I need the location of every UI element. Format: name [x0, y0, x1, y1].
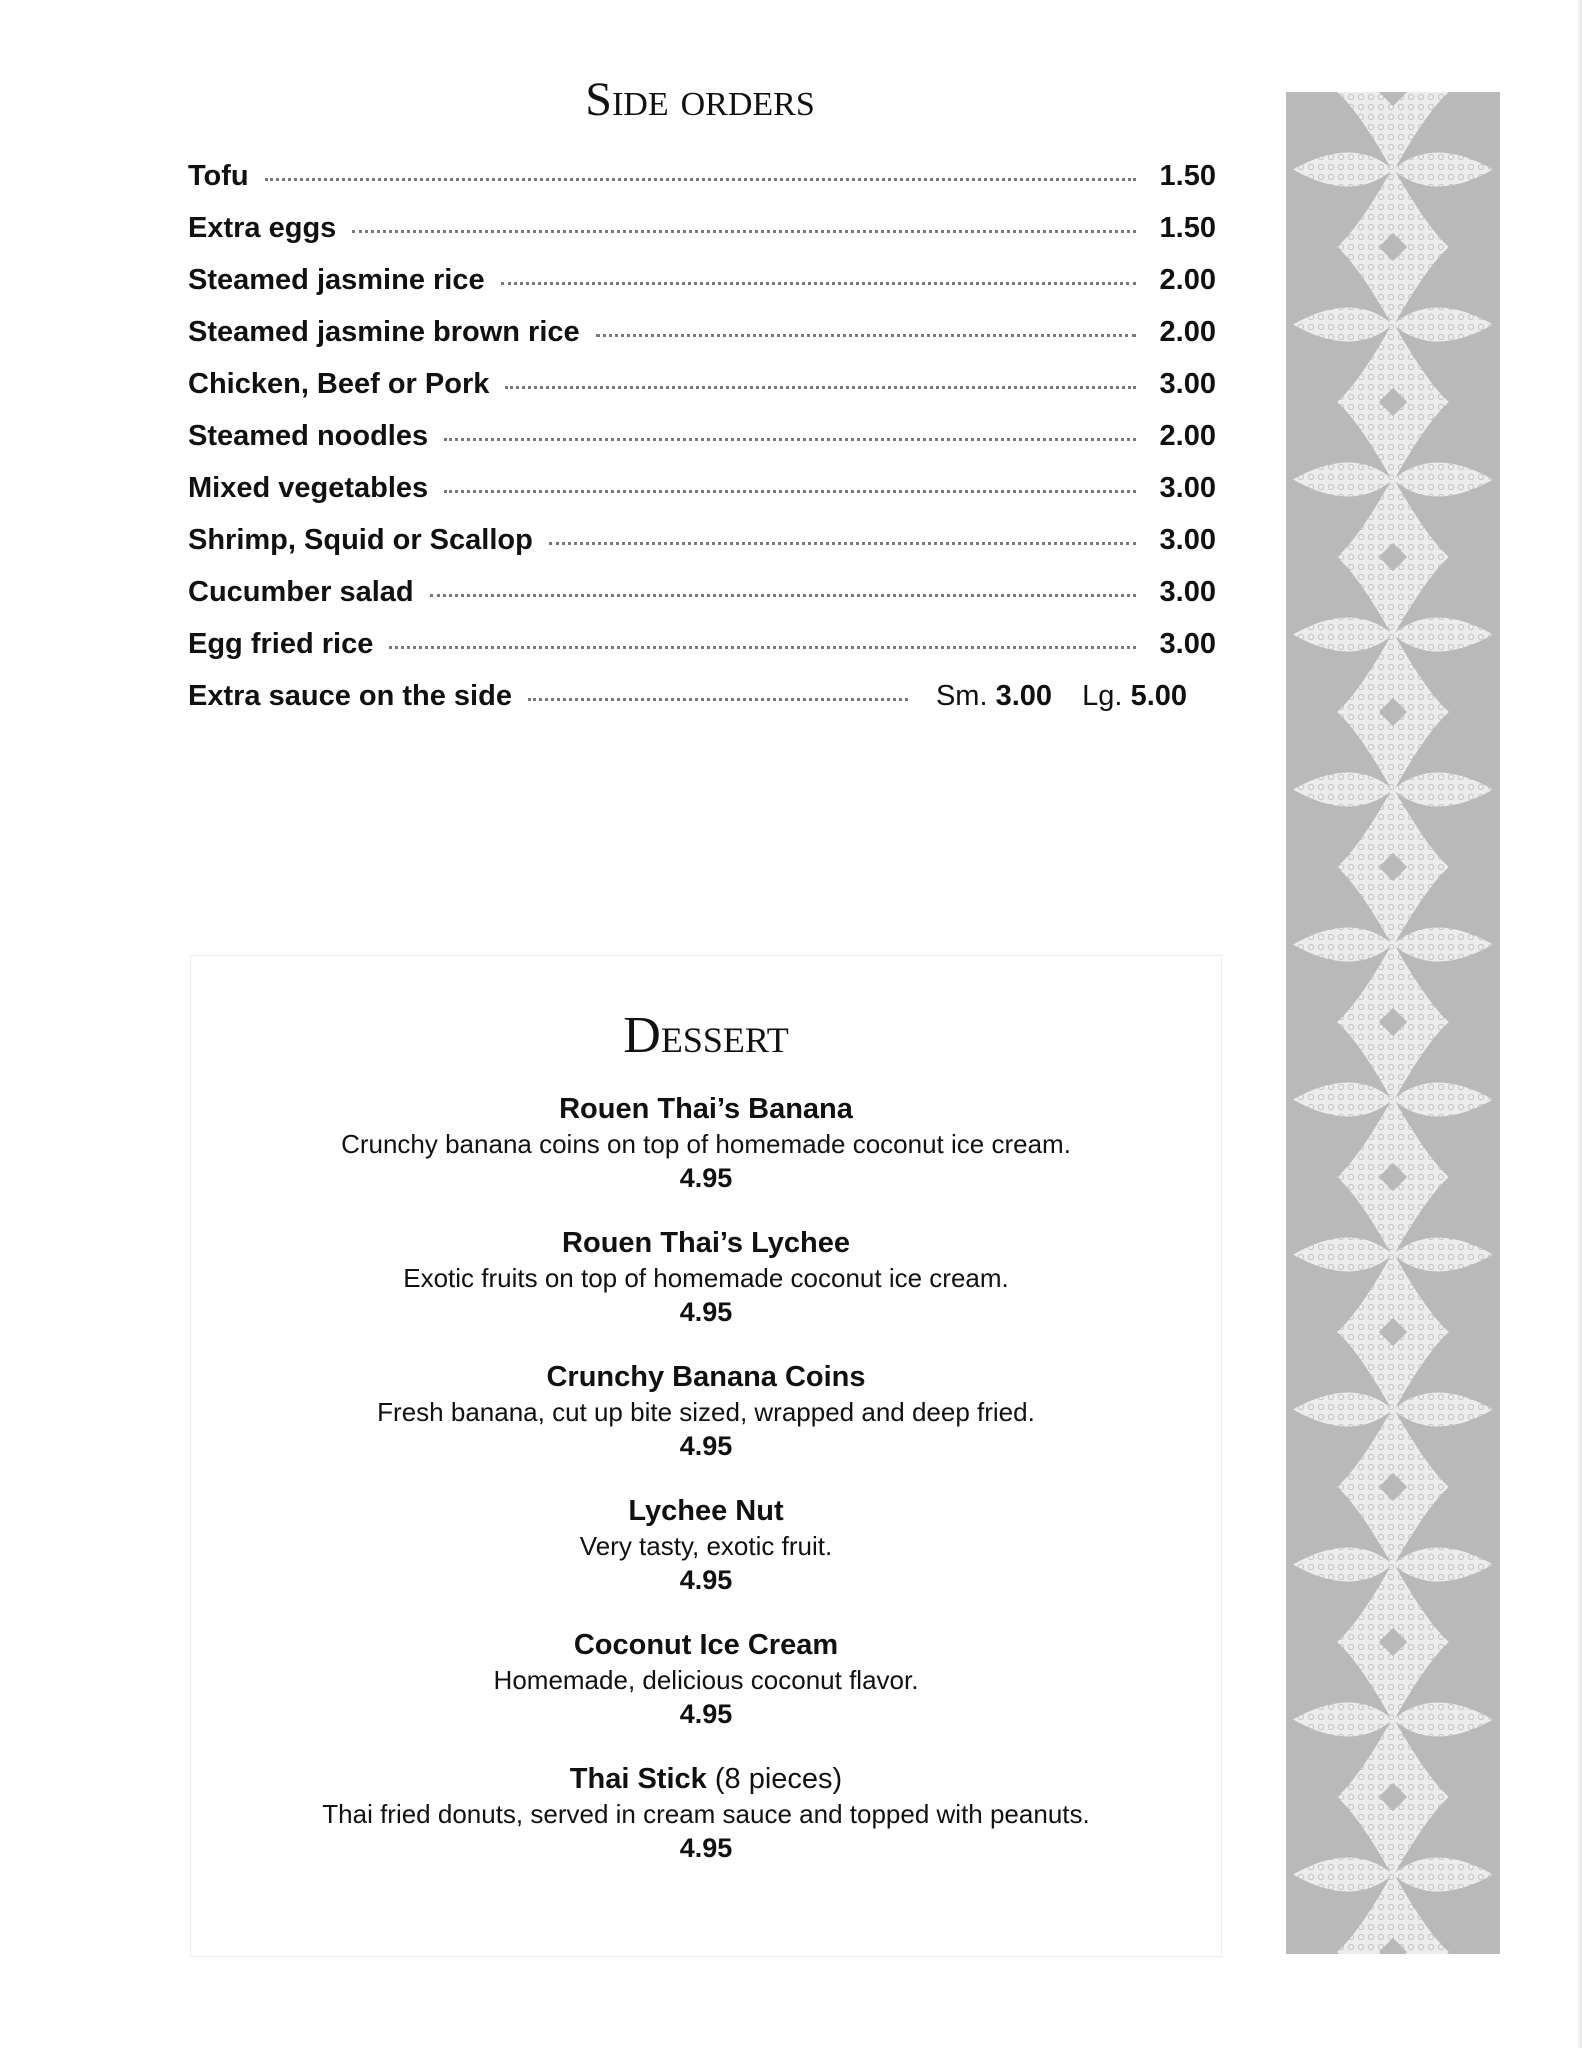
- dot-leader: [596, 334, 1136, 337]
- side-orders-list: [188, 160, 1216, 732]
- dessert-price: 4.95: [679, 1431, 733, 1461]
- side-order-name: Extra eggs: [188, 212, 337, 244]
- pattern-graphic: [1286, 92, 1500, 1954]
- side-order-price: 1.50: [1159, 160, 1216, 192]
- side-order-name: Mixed vegetables: [188, 472, 429, 504]
- page-edge-shadow: [1576, 0, 1582, 2048]
- large-size-price: 5.00: [1130, 680, 1188, 712]
- dessert-description: Fresh banana, cut up bite sized, wrapped and deep fried.: [377, 1397, 1035, 1427]
- side-order-name: Steamed jasmine brown rice: [188, 316, 580, 348]
- dessert-panel: [190, 955, 1222, 1957]
- side-order-row: [188, 576, 1216, 628]
- dessert-description: Exotic fruits on top of homemade coconut ice cream.: [403, 1263, 1009, 1293]
- dessert-price: 4.95: [679, 1297, 733, 1327]
- dessert-item: [191, 1359, 1221, 1493]
- large-size-label: Lg.: [1082, 680, 1123, 712]
- dessert-title: Dessert: [623, 1007, 789, 1064]
- dessert-note: (8 pieces): [714, 1763, 843, 1795]
- side-orders-title: Side orders: [585, 73, 815, 126]
- dessert-description: Thai fried donuts, served in cream sauce and topped with peanuts.: [322, 1799, 1090, 1829]
- side-order-price: 3.00: [1159, 628, 1216, 660]
- side-order-row: [188, 212, 1216, 264]
- dessert-item: [191, 1627, 1221, 1761]
- side-order-price: 3.00: [1159, 524, 1216, 556]
- side-order-name: Steamed noodles: [188, 420, 429, 452]
- dessert-price: 4.95: [679, 1163, 733, 1193]
- side-order-row: [188, 160, 1216, 212]
- side-order-price: 1.50: [1159, 212, 1216, 244]
- side-order-price: 3.00: [1159, 472, 1216, 504]
- dessert-name: [191, 1359, 1221, 1395]
- sauce-name: Extra sauce on the side: [188, 680, 512, 712]
- dessert-description: Very tasty, exotic fruit.: [579, 1531, 833, 1561]
- dessert-item: [191, 1225, 1221, 1359]
- dot-leader: [444, 438, 1136, 441]
- dot-leader: [528, 698, 908, 701]
- side-order-price: 3.00: [1159, 368, 1216, 400]
- dot-leader: [501, 282, 1136, 285]
- side-order-row: [188, 524, 1216, 576]
- dessert-description: Crunchy banana coins on top of homemade coconut ice cream.: [341, 1129, 1071, 1159]
- dot-leader: [389, 646, 1136, 649]
- sauce-row: [188, 680, 1216, 732]
- side-order-price: 2.00: [1159, 420, 1216, 452]
- dessert-name: [191, 1761, 1221, 1797]
- side-order-price: 2.00: [1159, 316, 1216, 348]
- side-order-price: 3.00: [1159, 576, 1216, 608]
- dessert-name-text: Rouen Thai’s Lychee: [562, 1227, 850, 1259]
- side-order-name: Steamed jasmine rice: [188, 264, 485, 296]
- dot-leader: [352, 230, 1136, 233]
- dessert-description: Homemade, delicious coconut flavor.: [493, 1665, 919, 1695]
- dessert-name-text: Crunchy Banana Coins: [546, 1361, 866, 1393]
- sauce-prices: [936, 680, 1187, 713]
- dot-leader: [444, 490, 1136, 493]
- side-order-price: 2.00: [1159, 264, 1216, 296]
- side-order-name: Chicken, Beef or Pork: [188, 368, 490, 400]
- decorative-pattern-strip: [1286, 92, 1500, 1954]
- small-size-label: Sm.: [935, 680, 988, 712]
- side-order-row: [188, 472, 1216, 524]
- dessert-price: 4.95: [679, 1565, 733, 1595]
- side-order-name: Tofu: [188, 160, 249, 192]
- dessert-name: [191, 1627, 1221, 1663]
- side-order-row: [188, 368, 1216, 420]
- dessert-item: [191, 1091, 1221, 1225]
- dessert-name-text: Thai Stick: [569, 1763, 707, 1795]
- side-order-name: Egg fried rice: [188, 628, 374, 660]
- side-order-row: [188, 420, 1216, 472]
- side-order-row: [188, 316, 1216, 368]
- dot-leader: [549, 542, 1136, 545]
- dot-leader: [265, 178, 1136, 181]
- side-order-row: [188, 628, 1216, 680]
- dessert-item: [191, 1493, 1221, 1627]
- small-size-price: 3.00: [995, 680, 1053, 712]
- dessert-name: [191, 1225, 1221, 1261]
- dessert-name-text: Lychee Nut: [628, 1495, 784, 1527]
- side-order-name: Cucumber salad: [188, 576, 414, 608]
- side-order-name: Shrimp, Squid or Scallop: [188, 524, 533, 556]
- dot-leader: [505, 386, 1136, 389]
- dessert-name-text: Coconut Ice Cream: [573, 1629, 839, 1661]
- dessert-price: 4.95: [679, 1833, 733, 1863]
- dessert-name-text: Rouen Thai’s Banana: [559, 1093, 853, 1125]
- dessert-item: [191, 1761, 1221, 1895]
- side-order-row: [188, 264, 1216, 316]
- dessert-name: [191, 1091, 1221, 1127]
- dessert-price: 4.95: [679, 1699, 733, 1729]
- dessert-list: [191, 1091, 1221, 1895]
- dot-leader: [430, 594, 1136, 597]
- dessert-name: [191, 1493, 1221, 1529]
